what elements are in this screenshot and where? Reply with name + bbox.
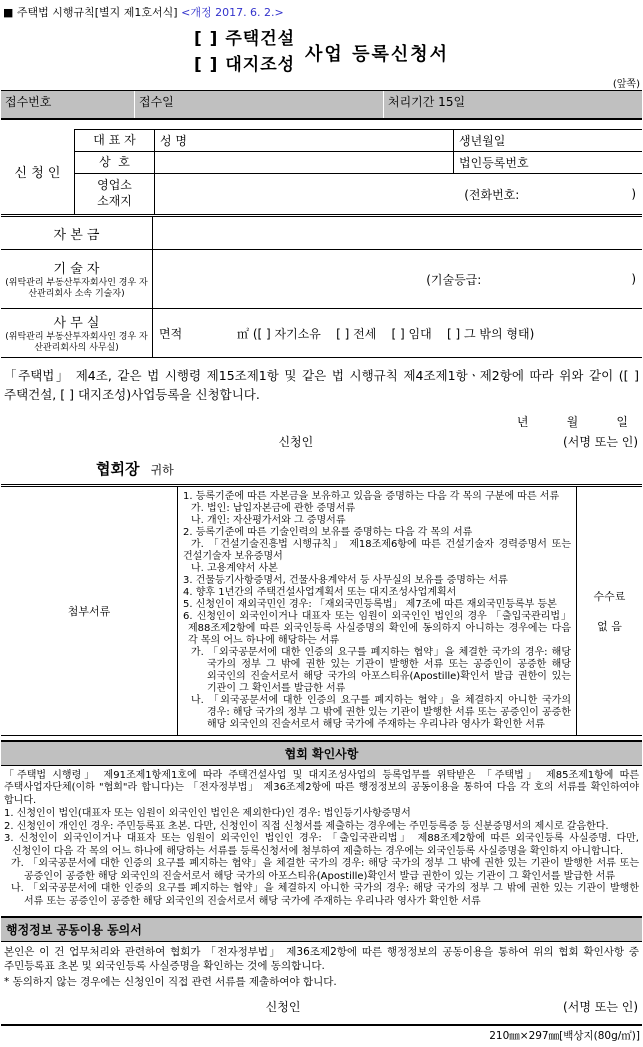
list-item: 나. 고용계약서 사본 xyxy=(191,562,278,574)
corporate-number-field[interactable]: 법인등록번호 xyxy=(453,152,642,173)
list-item: 1. 신청인이 법인(대표자 또는 임원이 외국인인 법인은 제외한다)인 경우: 법인등기사항증명서 xyxy=(4,808,411,820)
confirmation-banner: 협회 확인사항 xyxy=(1,740,642,766)
applicant-group-label: 신 청 인 xyxy=(14,166,61,181)
form-reference-note xyxy=(1,2,642,20)
attachments-label: 첨부서류 xyxy=(1,487,178,735)
fee-value: 없 음 xyxy=(597,619,622,633)
list-item: 나. 「외국공문서에 대한 인증의 요구를 폐지하는 협약」을 체결하지 아니한 국가의 경우: 해당 국가의 정부 그 밖에 권한 있는 기관이 발행한 서류 또는 공증인이 공증한 해당 외국인의 진술서로서 해당 국가에 주재하는 우리나라 영사가 확인한 서류 xyxy=(11,883,639,907)
fee-label: 수수료 xyxy=(593,589,626,603)
representative-label: 대 표 자 xyxy=(75,130,155,151)
list-item: 나. 「외국공문서에 대한 인증의 요구를 폐지하는 협약」을 체결하지 아니한 국가의 경우: 해당 국가의 정부 그 밖에 권한 있는 기관이 발행한 서류 또는 공증인이 공증한 해당 외국인의 진술서로서 해당 국가에 주재하는 우리나라 영사가 확인한 서류 xyxy=(191,694,571,730)
area-label: 면적 xyxy=(159,326,183,341)
recipient-title: 협회장 xyxy=(96,459,140,478)
office-label-line1: 영업소 xyxy=(97,178,132,193)
declaration-sign-row xyxy=(1,433,642,451)
list-item: 가. 「외국공문서에 대한 인증의 요구를 폐지하는 협약」을 체결한 국가의 경우: 해당 국가의 정부 그 밖에 권한 있는 기관이 발행한 서류 또는 공증인이 공증한 해당 외국인의 진술서로서 해당 국가의 아포스티유(Apostille)확인서 발급 권한이 있는 기관이 그 확인서를 발급한 서류 xyxy=(191,646,571,694)
date-line: 년 월 일 xyxy=(516,414,628,429)
consent-body: 본인은 이 건 업무처리와 관련하여 협회가 「전자정부법」 제36조제2항에 따른 행정정보의 공동이용을 통하여 위의 협회 확인사항 중 주민등록표 초본 및 외국인등록 사실증명을 확인하는 것에 동의합니다. xyxy=(4,946,639,972)
recipient-honorific: 귀하 xyxy=(150,462,174,477)
applicant-representative-row xyxy=(75,130,642,152)
office-label: 사 무 실 xyxy=(53,316,100,332)
office-label-line2: 소재지 xyxy=(97,194,132,208)
processing-period-label: 처리기간 15일 xyxy=(383,91,642,118)
technician-note: (위탁관리 부동산투자회사인 경우 자산관리회사 소속 기술자) xyxy=(5,278,148,299)
list-item: 6. 신청인이 외국인이거나 대표자 또는 임원이 외국인인 법인의 경우 「출입국관리법」 제88조제2항에 따른 외국인등록 사실증명의 확인에 동의하지 아니하는 경우에는 다음 각 목의 어느 하나에 해당하는 서류 xyxy=(183,610,571,646)
office-area-field[interactable] xyxy=(153,309,642,357)
list-item: 3. 신청인이 외국인이거나 대표자 또는 임원이 외국인인 법인인 경우: 「출입국관리법」 제88조제2항에 따른 외국인등록 사실증명. 다만, 신청인이 다음 각 목의 어느 하나에 해당하는 서류를 등록신청서에 첨부하여 제출하는 경우에는 외국인등록 사실증명을 확인하지 아니합니다. xyxy=(4,833,639,857)
list-item: 2. 신청인이 개인인 경우: 주민등록표 초본. 다만, 신청인이 직접 신청서를 제출하는 경우에는 주민등록증 등 신분증명서의 제시로 갈음한다. xyxy=(4,820,609,832)
consent-sign-row xyxy=(1,998,642,1018)
signature-or-seal-label: (서명 또는 인) xyxy=(563,434,638,449)
confirmation-intro: 「주택법 시행령」 제91조제1항제1호에 따라 주택건설사업 및 대지조성사업의 등록업무를 위탁받은 「주택법」 제85조제1항에 따른 주택사업자단체(이하 "협회"라 합니다)는 「전자정부법」 제36조제2항에 따른 행정정보의 공동이용을 통하여 다음 각 호의 서류를 확인하여야 합니다. xyxy=(4,769,639,806)
applicant-table xyxy=(1,129,642,217)
attachments-table xyxy=(1,484,642,736)
tech-grade-label: (기술등급: xyxy=(426,272,482,287)
area-ownership-options[interactable]: ㎡ ([ ] 자기소유 [ ] 전세 [ ] 임대 [ ] 그 밖의 형태) xyxy=(237,326,535,341)
phone-close: ) xyxy=(631,187,636,201)
applicant-signature-label: 신청인 xyxy=(278,434,314,449)
applicant-office-row xyxy=(75,174,642,214)
technician-row xyxy=(1,250,642,309)
company-name-field[interactable] xyxy=(155,152,453,173)
technician-value-field[interactable] xyxy=(153,250,642,308)
list-item: 4. 향후 1년간의 주택건설사업계획서 또는 대지조성사업계획서 xyxy=(183,586,457,598)
receipt-header-row xyxy=(1,90,642,120)
consent-note: * 동의하지 않는 경우에는 신청인이 직접 관련 서류를 제출하여야 합니다. xyxy=(4,976,337,989)
list-item: 1. 등록기준에 따른 자본금을 보유하고 있음을 증명하는 다음 각 목의 구분에 따른 서류 xyxy=(183,490,560,502)
list-item: 가. 법인: 납입자본금에 관한 증명서류 xyxy=(191,502,356,514)
attachments-list xyxy=(178,487,576,735)
technician-label: 기 술 자 xyxy=(53,262,100,278)
list-item: 3. 건물등기사항증명서, 건물사용계약서 등 사무실의 보유를 증명하는 서류 xyxy=(183,574,508,586)
consent-signature-label: (서명 또는 인) xyxy=(563,1000,638,1015)
list-item: 나. 개인: 자산평가서와 그 증명서류 xyxy=(191,514,346,526)
paper-spec: 210㎜×297㎜[백상지(80g/㎡)] xyxy=(489,1030,640,1043)
revision-note: <개정 2017. 6. 2.> xyxy=(181,6,284,19)
office-address-field[interactable] xyxy=(155,174,642,214)
capital-table xyxy=(1,217,642,358)
list-item: 5. 신청인이 재외국민인 경우: 「재외국민등록법」 제7조에 따른 재외국민등록부 등본 xyxy=(183,598,557,610)
representative-name-field[interactable]: 성 명 xyxy=(160,134,187,148)
consent-applicant-label: 신청인 xyxy=(265,1000,301,1015)
list-item: 가. 「건설기술진흥법 시행규칙」 제18조제6항에 따른 건설기술자 경력증명서 또는 건설기술자 보유증명서 xyxy=(183,538,571,562)
receipt-date-label: 접수일 xyxy=(134,91,383,118)
form-title xyxy=(1,27,642,78)
office-row xyxy=(1,309,642,358)
title-checkbox-site[interactable]: [ ] 대지조성 xyxy=(193,54,296,75)
confirmation-body xyxy=(1,766,642,913)
title-checkbox-housing[interactable]: [ ] 주택건설 xyxy=(193,29,296,49)
recipient-line xyxy=(96,458,642,479)
fee-cell xyxy=(576,487,642,735)
receipt-number-label: 접수번호 xyxy=(5,95,52,109)
capital-row xyxy=(1,217,642,250)
company-label: 상 호 xyxy=(75,152,155,173)
phone-label: (전화번호: xyxy=(464,187,520,202)
capital-label: 자 본 금 xyxy=(53,227,100,243)
birthdate-field[interactable]: 생년월일 xyxy=(453,130,642,151)
title-suffix: 사업 등록신청서 xyxy=(305,43,450,65)
capital-value-field[interactable] xyxy=(153,217,642,249)
office-location-label xyxy=(75,174,155,214)
list-item: 2. 등록기준에 따른 기술인력의 보유를 증명하는 다음 각 목의 서류 xyxy=(183,526,473,538)
consent-banner: 행정정보 공동이용 동의서 xyxy=(1,916,642,942)
form-reference-text: ■ 주택법 시행규칙[별지 제1호서식] xyxy=(3,6,178,19)
declaration-text: 「주택법」 제4조, 같은 법 시행령 제15조제1항 및 같은 법 시행규칙 제4조제1항ㆍ제2항에 따라 위와 같이 ([ ] 주택건설, [ ] 대지조성)사업등록을 신청합니다. xyxy=(4,368,639,403)
office-note: (위탁관리 부동산투자회사인 경우 자산관리회사의 사무실) xyxy=(5,332,148,353)
page-side-note: (앞쪽) xyxy=(612,79,640,90)
confirmation-list xyxy=(4,808,639,908)
applicant-company-row xyxy=(75,152,642,174)
list-item: 가. 「외국공문서에 대한 인증의 요구를 폐지하는 협약」을 체결한 국가의 경우: 해당 국가의 정부 그 밖에 권한 있는 기관이 발행한 서류 또는 공증인이 공증한 해당 외국인의 진술서로서 해당 국가의 아포스티유(Apostille)확인서 발급 권한이 있는 기관이 그 확인서를 발급한 서류 xyxy=(11,858,639,882)
tech-grade-close: ) xyxy=(631,272,636,286)
